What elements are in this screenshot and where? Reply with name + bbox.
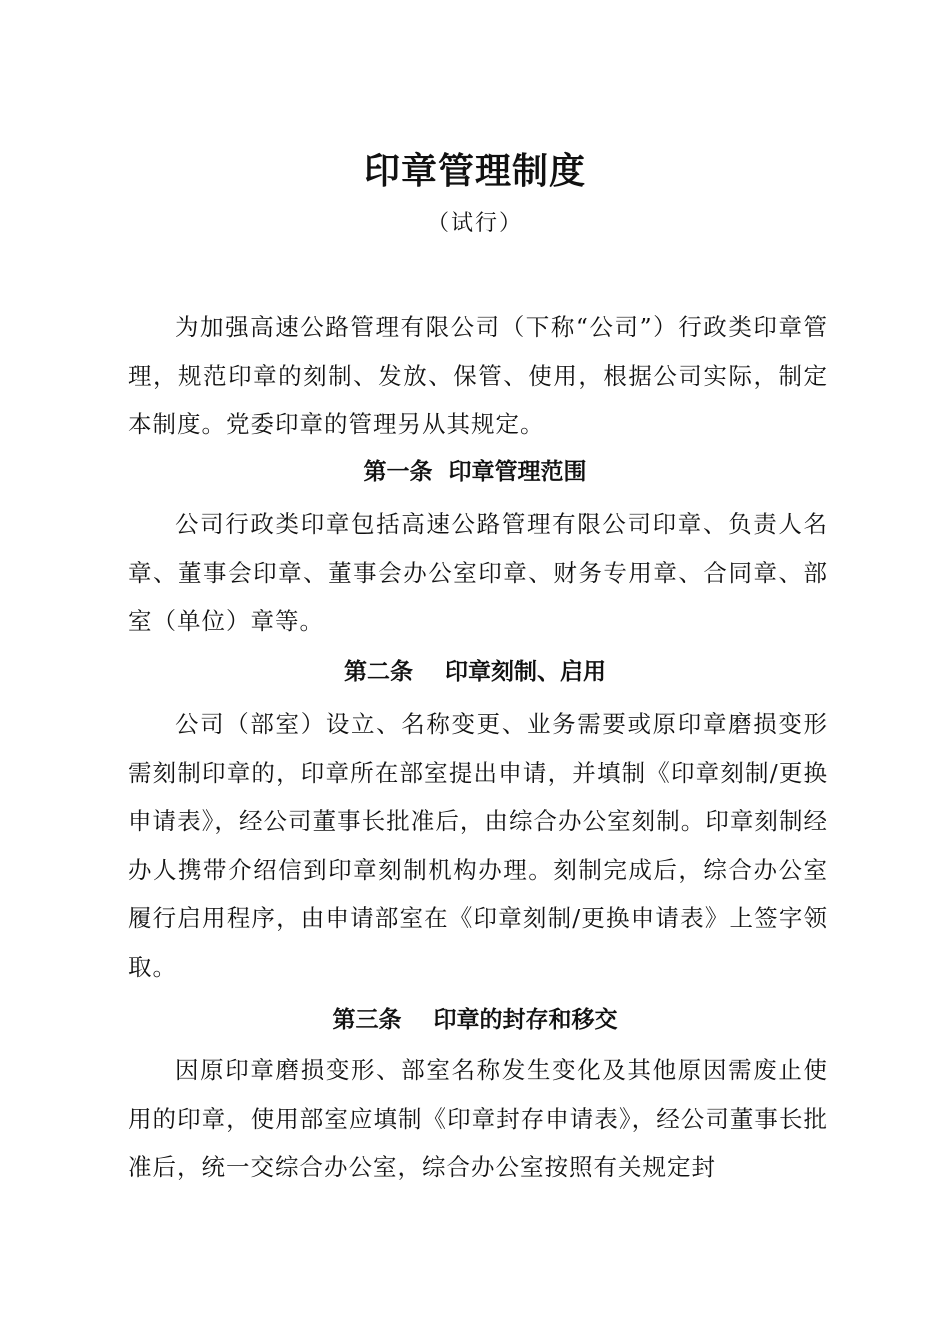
intro-paragraph: 为加强高速公路管理有限公司（下称“公司”）行政类印章管理，规范印章的刻制、发放、保管、使用，根据公司实际，制定本制度。党委印章的管理另从其规定。 bbox=[128, 313, 828, 438]
document-subtitle: （试行） bbox=[426, 211, 523, 236]
section-paragraph: 公司（部室）设立、名称变更、业务需要或原印章磨损变形需刻制印章的，印章所在部室提出申请，并填制《印章刻制/更换申请表》，经公司董事长批准后，由综合办公室刻制。印章刻制经办人携带介绍信到印章刻制机构办理。刻制完成后，综合办公室履行启用程序，由申请部室在《印章刻制/更换申请表》上签字领取。 bbox=[128, 710, 828, 981]
section-heading: 第一条 印章管理范围 bbox=[363, 459, 587, 485]
section-paragraph: 因原印章磨损变形、部室名称发生变化及其他原因需废止使用的印章，使用部室应填制《印章封存申请表》，经公司董事长批准后，统一交综合办公室，综合办公室按照有关规定封 bbox=[128, 1056, 828, 1181]
document-title: 印章管理制度 bbox=[363, 150, 586, 192]
section-heading: 第三条 印章的封存和移交 bbox=[332, 1007, 618, 1033]
section-paragraph: 公司行政类印章包括高速公路管理有限公司印章、负责人名章、董事会印章、董事会办公室印章、财务专用章、合同章、部室（单位）章等。 bbox=[128, 510, 828, 635]
section-heading: 第二条 印章刻制、启用 bbox=[343, 659, 607, 685]
